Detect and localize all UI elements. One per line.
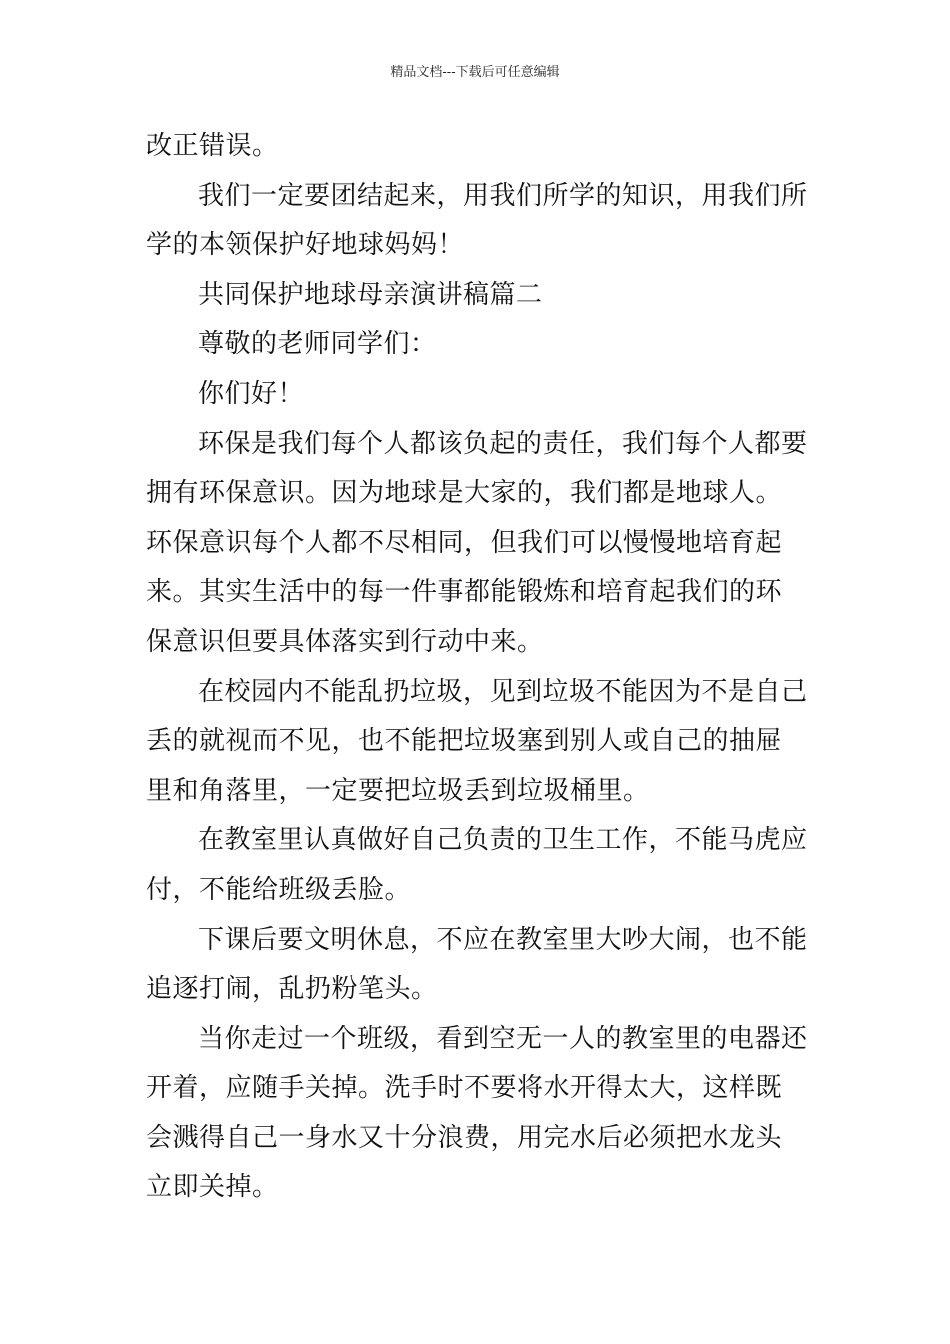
salutation: 尊敬的老师同学们： (198, 329, 437, 360)
paragraph-10: 当你走过一个班级，看到空无一人的教室里的电器还开着，应随手关掉。洗手时不要将水开得太大，这样既会溅得自己一身水又十分浪费，用完水后必须把水龙头立即关掉。 (146, 1023, 808, 1203)
document-body (146, 122, 808, 1213)
paragraph-6: 环保是我们每个人都该负起的责任，我们每个人都要拥有环保意识。因为地球是大家的，我们都是地球人。环保意识每个人都不尽相同，但我们可以慢慢地培育起来。其实生活中的每一件事都能锻炼和培育起我们的环保意识但要具体落实到行动中来。 (146, 428, 808, 657)
paragraph-1: 改正错误。 (146, 131, 279, 161)
greeting: 你们好！ (198, 378, 305, 409)
section-title: 共同保护地球母亲演讲稿篇二 (198, 279, 543, 310)
paragraph-9: 下课后要文明休息，不应在教室里大吵大闹，也不能追逐打闹，乱扔粉笔头。 (146, 924, 808, 1005)
paragraph-8: 在教室里认真做好自己负责的卫生工作，不能马虎应付，不能给班级丢脸。 (146, 825, 808, 905)
paragraph-2: 我们一定要团结起来，用我们所学的知识，用我们所学的本领保护好地球妈妈！ (146, 180, 808, 261)
paragraph-7: 在校园内不能乱扔垃圾，见到垃圾不能因为不是自己丢的就视而不见，也不能把垃圾塞到别人或自己的抽屉里和角落里，一定要把垃圾丢到垃圾桶里。 (146, 676, 808, 806)
page-header: 精品文档---下载后可任意编辑 (390, 65, 560, 80)
